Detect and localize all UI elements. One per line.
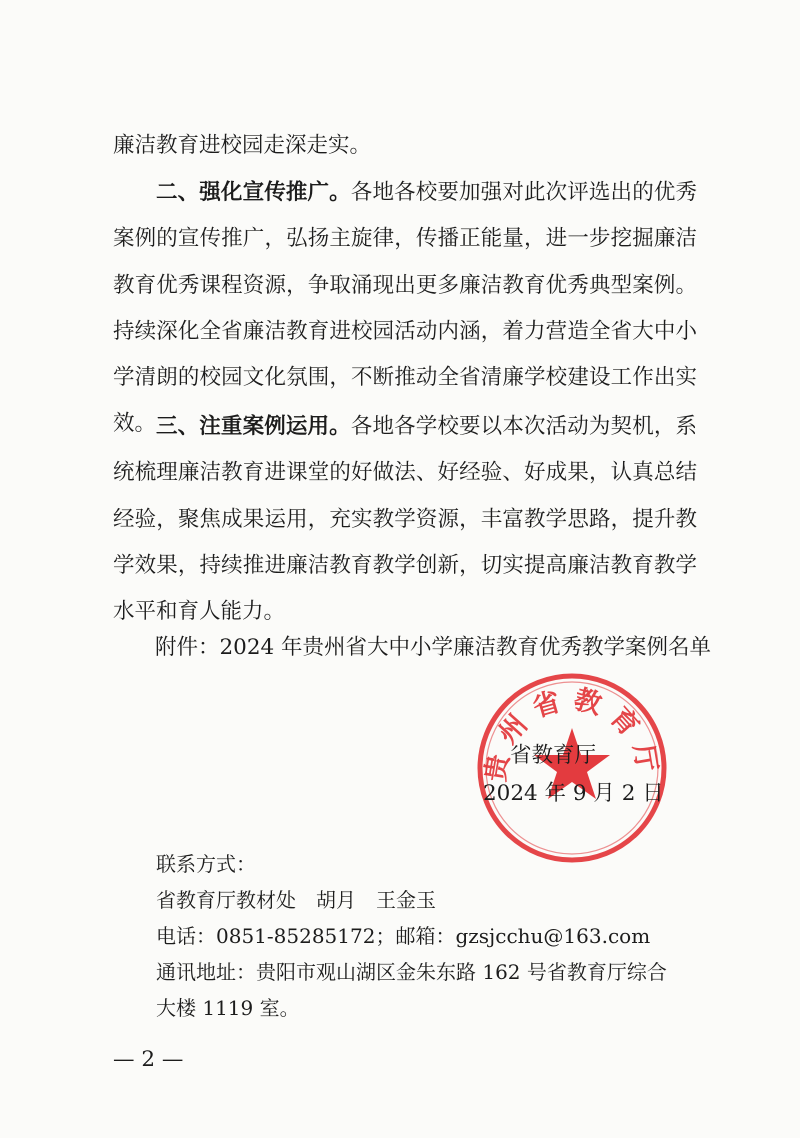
section-2-text: 各地各校要加强对此次评选出的优秀案例的宣传推广，弘扬主旋律，传播正能量，进一步挖掘廉洁教育优秀课程资源，争取涌现出更多廉洁教育优秀典型案例。持续深化全省廉洁教育进校园活动内涵，着力营造全省大中小学清朗的校园文化氛围，不断推动全省清廉学校建设工作出实效。 [113,180,697,437]
continuation-paragraph [113,123,697,169]
section-3-heading: 三、注重案例运用。 [156,414,351,439]
section-3-text: 各地各学校要以本次活动为契机，系统梳理廉洁教育进课堂的好做法、好经验、好成果，认真总结经验，聚焦成果运用，充实教学资源，丰富教学思路，提升教学效果，持续推进廉洁教育教学创新，切实提高廉洁教育教学水平和育人能力。 [113,414,697,625]
contact-address-line2: 大楼 1119 室。 [156,996,300,1020]
continuation-text: 廉洁教育进校园走深走实。 [113,133,372,158]
section-2-heading: 二、强化宣传推广。 [156,180,351,205]
contact-label: 联系方式： [156,852,256,876]
contact-address-line1: 通讯地址：贵阳市观山湖区金朱东路 162 号省教育厅综合 [156,960,667,984]
contact-block [156,846,716,1026]
issue-date: 2024 年 9 月 2 日 [483,781,664,806]
attachment-line: 附件：2024 年贵州省大中小学廉洁教育优秀教学案例名单 [155,635,712,660]
issuer-name: 省教育厅 [510,743,597,768]
contact-office: 省教育厅教材处 胡月 王金玉 [156,888,436,912]
contact-phone-email: 电话：0851-85285172；邮箱：gzsjcchu@163.com [156,924,651,948]
seal-lettering: 贵州省教育厅 [480,683,664,784]
section-3-paragraph [113,404,697,635]
page-number: — 2 — [113,1047,184,1072]
